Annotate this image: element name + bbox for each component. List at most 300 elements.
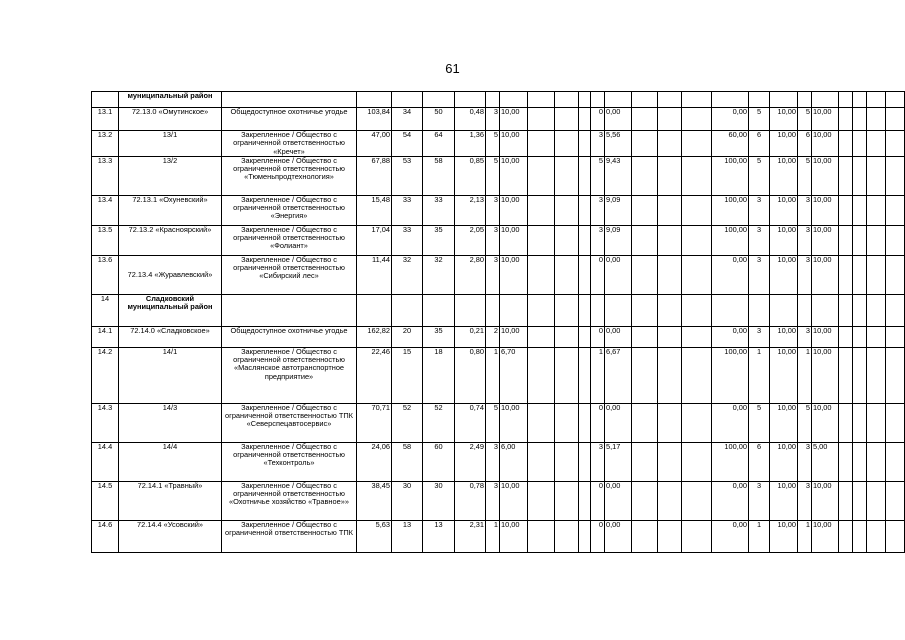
table-cell [528, 156, 555, 195]
table-cell: 60 [423, 442, 455, 481]
table-cell: 10,00 [770, 481, 798, 520]
table-cell: 3 [798, 225, 812, 255]
table-row [92, 347, 905, 403]
table-cell: 10,00 [770, 108, 798, 131]
table-cell: 5 [486, 156, 500, 195]
table-cell: 0,00 [605, 481, 632, 520]
table-row [92, 442, 905, 481]
table-cell: 14.4 [92, 442, 119, 481]
table-cell [423, 92, 455, 108]
table-cell: 5 [486, 131, 500, 157]
table-cell: 0,00 [712, 403, 749, 442]
table-cell [579, 442, 591, 481]
table-cell [357, 294, 392, 326]
table-cell: Общедоступное охотничье угодье [222, 108, 357, 131]
table-cell: 5 [798, 403, 812, 442]
table-cell [886, 108, 905, 131]
table-cell: 0,00 [605, 108, 632, 131]
table-row [92, 403, 905, 442]
table-cell: 33 [423, 195, 455, 225]
table-cell: 3 [798, 442, 812, 481]
table-cell [528, 195, 555, 225]
table-cell: 72.14.4 «Усовский» [119, 520, 222, 552]
table-cell [528, 92, 555, 108]
table-row [92, 131, 905, 157]
table-cell: 0 [591, 403, 605, 442]
table-cell [579, 347, 591, 403]
table-cell [749, 92, 770, 108]
table-cell [867, 225, 886, 255]
table-cell [632, 92, 658, 108]
table-cell: 70,71 [357, 403, 392, 442]
table-cell: 100,00 [712, 347, 749, 403]
table-cell [222, 92, 357, 108]
table-cell [839, 326, 853, 347]
table-cell [579, 108, 591, 131]
table-cell [632, 347, 658, 403]
table-cell: Закрепленное / Общество с ограниченной ответственностью «Сибирский лес» [222, 255, 357, 294]
table-cell: 3 [486, 481, 500, 520]
table-cell: 2,49 [455, 442, 486, 481]
table-cell [867, 92, 886, 108]
table-cell: 10,00 [500, 225, 528, 255]
table-cell: 10,00 [500, 403, 528, 442]
table-cell: 3 [486, 255, 500, 294]
table-cell: 34 [392, 108, 423, 131]
table-cell [357, 92, 392, 108]
table-cell: 3 [798, 195, 812, 225]
table-cell [658, 347, 682, 403]
table-cell [632, 326, 658, 347]
table-cell: 9,09 [605, 225, 632, 255]
table-cell: Общедоступное охотничье угодье [222, 326, 357, 347]
table-cell [682, 403, 712, 442]
table-cell [423, 294, 455, 326]
table-cell [812, 294, 839, 326]
table-cell: 18 [423, 347, 455, 403]
table-cell [682, 294, 712, 326]
table-cell: 17,04 [357, 225, 392, 255]
table-cell [867, 403, 886, 442]
table-cell [682, 255, 712, 294]
table-row [92, 294, 905, 326]
table-cell [579, 403, 591, 442]
table-cell [853, 92, 867, 108]
table-cell: 22,46 [357, 347, 392, 403]
table-cell: 10,00 [770, 156, 798, 195]
table-cell [632, 442, 658, 481]
table-cell [839, 403, 853, 442]
table-cell: 11,44 [357, 255, 392, 294]
table-cell: 2,05 [455, 225, 486, 255]
table-cell [658, 225, 682, 255]
table-cell: 0,00 [605, 520, 632, 552]
table-cell: 3 [591, 131, 605, 157]
table-cell [853, 225, 867, 255]
table-cell [579, 255, 591, 294]
table-cell: 1 [486, 520, 500, 552]
table-cell [867, 195, 886, 225]
table-row [92, 195, 905, 225]
table-cell: 13.3 [92, 156, 119, 195]
table-cell: 10,00 [812, 225, 839, 255]
table-row [92, 481, 905, 520]
table-cell: 3 [749, 195, 770, 225]
table-cell: 10,00 [770, 131, 798, 157]
table-cell [839, 255, 853, 294]
table-cell [555, 347, 579, 403]
table-cell: 38,45 [357, 481, 392, 520]
table-cell: 58 [392, 442, 423, 481]
table-cell [812, 92, 839, 108]
table-cell: 0,00 [712, 520, 749, 552]
table-cell: 0 [591, 255, 605, 294]
table-cell: 52 [423, 403, 455, 442]
table-cell: 1 [591, 347, 605, 403]
table-cell: 10,00 [500, 131, 528, 157]
table-cell: 3 [486, 195, 500, 225]
table-cell: 33 [392, 225, 423, 255]
table-cell [886, 403, 905, 442]
table-cell [867, 255, 886, 294]
table-cell: 10,00 [812, 195, 839, 225]
table-cell: 3 [486, 442, 500, 481]
table-cell [867, 156, 886, 195]
table-cell: 0 [591, 520, 605, 552]
table-cell: Закрепленное / Общество с ограниченной ответственностью ТПК «Северспецавтосервис» [222, 403, 357, 442]
table-cell [486, 294, 500, 326]
data-table [91, 91, 905, 553]
table-cell [632, 520, 658, 552]
table-cell: 0 [591, 481, 605, 520]
table-cell: 100,00 [712, 156, 749, 195]
table-cell: 10,00 [812, 403, 839, 442]
table-cell [632, 156, 658, 195]
table-cell: 0 [591, 326, 605, 347]
table-cell: 3 [798, 255, 812, 294]
table-cell: 5,17 [605, 442, 632, 481]
table-cell: 10,00 [500, 108, 528, 131]
table-cell: Закрепленное / Общество с ограниченной ответственностью ТПК [222, 520, 357, 552]
table-cell: 13.2 [92, 131, 119, 157]
table-cell [555, 92, 579, 108]
table-cell [853, 108, 867, 131]
table-cell: 100,00 [712, 442, 749, 481]
table-cell [886, 520, 905, 552]
table-cell: 0,74 [455, 403, 486, 442]
table-cell: 58 [423, 156, 455, 195]
table-cell [853, 131, 867, 157]
table-cell: 5 [749, 156, 770, 195]
table-cell [658, 481, 682, 520]
table-cell [853, 442, 867, 481]
table-cell: 5,00 [812, 442, 839, 481]
table-cell [579, 195, 591, 225]
table-cell: 3 [591, 442, 605, 481]
table-cell [853, 255, 867, 294]
table-row [92, 255, 905, 294]
table-cell: 14/1 [119, 347, 222, 403]
table-cell [712, 294, 749, 326]
table-cell [867, 347, 886, 403]
table-cell [528, 347, 555, 403]
table-cell [886, 481, 905, 520]
table-cell [658, 442, 682, 481]
table-cell [682, 442, 712, 481]
table-cell: 13.5 [92, 225, 119, 255]
table-cell: 10,00 [812, 347, 839, 403]
table-cell [853, 195, 867, 225]
table-cell: Закрепленное / Общество с ограниченной ответственностью «Техконтроль» [222, 442, 357, 481]
table-cell: 3 [798, 326, 812, 347]
table-row [92, 92, 905, 108]
table-cell: 3 [486, 108, 500, 131]
table-cell [867, 481, 886, 520]
table-cell: 10,00 [770, 225, 798, 255]
table-cell [853, 156, 867, 195]
table-cell: 1 [486, 347, 500, 403]
table-cell: муниципальный район [119, 92, 222, 108]
table-cell [867, 520, 886, 552]
table-cell: 0,21 [455, 326, 486, 347]
table-cell: 6,00 [500, 442, 528, 481]
table-cell: 32 [392, 255, 423, 294]
table-cell [605, 294, 632, 326]
table-cell: 13/2 [119, 156, 222, 195]
table-cell: 53 [392, 156, 423, 195]
table-cell [853, 326, 867, 347]
table-cell [886, 195, 905, 225]
table-cell: 72.14.1 «Травный» [119, 481, 222, 520]
table-cell [528, 481, 555, 520]
table-cell: Сладковский муниципальный район [119, 294, 222, 326]
table-cell [605, 92, 632, 108]
table-cell [770, 92, 798, 108]
table-cell [886, 442, 905, 481]
table-cell [455, 92, 486, 108]
table-cell: 0,00 [712, 481, 749, 520]
table-cell [528, 326, 555, 347]
table-cell [853, 403, 867, 442]
table-cell [632, 225, 658, 255]
table-cell [632, 195, 658, 225]
table-cell [886, 156, 905, 195]
table-cell: 10,00 [500, 520, 528, 552]
table-cell: 103,84 [357, 108, 392, 131]
table-cell [392, 92, 423, 108]
table-cell [886, 347, 905, 403]
table-cell [839, 156, 853, 195]
table-cell: 6 [798, 131, 812, 157]
table-row [92, 108, 905, 131]
table-cell: 10,00 [812, 131, 839, 157]
table-cell: 30 [392, 481, 423, 520]
table-cell: 2,13 [455, 195, 486, 225]
table-cell [579, 520, 591, 552]
table-cell: 0,78 [455, 481, 486, 520]
table-cell [579, 92, 591, 108]
table-cell [555, 294, 579, 326]
table-cell [886, 255, 905, 294]
table-cell: 13 [423, 520, 455, 552]
table-cell [555, 481, 579, 520]
table-cell [579, 326, 591, 347]
table-cell [839, 108, 853, 131]
table-cell: 10,00 [770, 255, 798, 294]
table-cell: 10,00 [770, 403, 798, 442]
table-cell: 6 [749, 131, 770, 157]
table-cell: 1 [749, 520, 770, 552]
table-cell [853, 520, 867, 552]
table-cell [528, 294, 555, 326]
table-cell [839, 225, 853, 255]
table-cell [658, 255, 682, 294]
page-number: 61 [445, 61, 460, 76]
table-cell: Закрепленное / Общество с ограниченной ответственностью «Тюменьпродтехнология» [222, 156, 357, 195]
table-cell [500, 92, 528, 108]
table-cell: 0,00 [712, 255, 749, 294]
table-cell [555, 195, 579, 225]
table-cell: 10,00 [812, 108, 839, 131]
table-cell: 0,00 [712, 108, 749, 131]
table-cell: 1 [749, 347, 770, 403]
table-cell: 6 [749, 442, 770, 481]
table-cell [867, 108, 886, 131]
table-cell: 5 [749, 108, 770, 131]
table-cell [886, 294, 905, 326]
table-cell: 5 [798, 156, 812, 195]
table-cell: 67,88 [357, 156, 392, 195]
table-cell [658, 403, 682, 442]
table-cell [528, 108, 555, 131]
table-cell [658, 520, 682, 552]
table-cell: 0,00 [605, 403, 632, 442]
table-cell [853, 294, 867, 326]
table-cell [579, 131, 591, 157]
table-cell: 3 [749, 255, 770, 294]
table-cell: 0,00 [712, 326, 749, 347]
table-cell [839, 195, 853, 225]
table-cell: 14/3 [119, 403, 222, 442]
table-cell [867, 294, 886, 326]
table-cell [839, 520, 853, 552]
table-cell: 1 [798, 347, 812, 403]
table-cell [555, 326, 579, 347]
table-cell: 1,36 [455, 131, 486, 157]
table-cell: 3 [798, 481, 812, 520]
table-cell: 3 [749, 326, 770, 347]
table-cell [632, 403, 658, 442]
table-cell [555, 108, 579, 131]
table-cell: 10,00 [812, 326, 839, 347]
table-cell [92, 92, 119, 108]
table-cell: 72.14.0 «Сладковское» [119, 326, 222, 347]
table-cell: 13.1 [92, 108, 119, 131]
table-cell: 6,67 [605, 347, 632, 403]
table-cell: 14 [92, 294, 119, 326]
table-cell [658, 131, 682, 157]
table-cell: 10,00 [770, 326, 798, 347]
table-cell: 3 [591, 225, 605, 255]
table-cell [853, 347, 867, 403]
table-row [92, 225, 905, 255]
table-cell [500, 294, 528, 326]
table-cell [867, 131, 886, 157]
table-cell [658, 326, 682, 347]
table-cell: 10,00 [770, 195, 798, 225]
table-cell: 3 [486, 225, 500, 255]
table-cell: Закрепленное / Общество с ограниченной ответственностью «Охотничье хозяйство «Травное»» [222, 481, 357, 520]
table-cell: 15 [392, 347, 423, 403]
table-cell [682, 156, 712, 195]
table-cell [886, 225, 905, 255]
table-cell: 64 [423, 131, 455, 157]
table-cell: 162,82 [357, 326, 392, 347]
table-cell [579, 294, 591, 326]
table-cell: 10,00 [812, 156, 839, 195]
table-cell: 15,48 [357, 195, 392, 225]
table-cell [682, 225, 712, 255]
table-cell [682, 108, 712, 131]
table-cell: 5,63 [357, 520, 392, 552]
table-cell: 5,56 [605, 131, 632, 157]
table-cell: 13 [392, 520, 423, 552]
table-cell: 14.3 [92, 403, 119, 442]
table-cell: 10,00 [500, 156, 528, 195]
table-cell [867, 442, 886, 481]
table-cell [528, 131, 555, 157]
table-cell: 100,00 [712, 225, 749, 255]
table-cell [632, 131, 658, 157]
table-cell: 13/1 [119, 131, 222, 157]
table-cell: 72.13.1 «Охуневский» [119, 195, 222, 225]
table-cell: 35 [423, 326, 455, 347]
table-cell [658, 156, 682, 195]
table-cell [682, 481, 712, 520]
table-cell [591, 294, 605, 326]
table-cell [486, 92, 500, 108]
table-cell: 72.13.2 «Красноярский» [119, 225, 222, 255]
table-cell: 0,00 [605, 326, 632, 347]
table-cell [555, 255, 579, 294]
table-cell: 20 [392, 326, 423, 347]
table-cell: 30 [423, 481, 455, 520]
table-cell: 5 [798, 108, 812, 131]
table-cell [798, 92, 812, 108]
table-cell: 0,00 [605, 255, 632, 294]
table-cell [658, 108, 682, 131]
table-cell: 10,00 [812, 481, 839, 520]
table-cell: 10,00 [770, 520, 798, 552]
table-cell: 72.13.0 «Омутинское» [119, 108, 222, 131]
table-cell [839, 131, 853, 157]
table-cell [839, 442, 853, 481]
table-cell [579, 156, 591, 195]
table-cell [555, 403, 579, 442]
table-cell: 14.6 [92, 520, 119, 552]
table-cell [392, 294, 423, 326]
table-cell: 10,00 [500, 195, 528, 225]
table-cell: Закрепленное / Общество с ограниченной ответственностью «Фолиант» [222, 225, 357, 255]
table-cell: 2,31 [455, 520, 486, 552]
table-cell: 47,00 [357, 131, 392, 157]
table-cell: 60,00 [712, 131, 749, 157]
table-cell [886, 92, 905, 108]
table-cell [579, 225, 591, 255]
table-cell: 35 [423, 225, 455, 255]
table-cell [632, 481, 658, 520]
table-cell: 14.5 [92, 481, 119, 520]
